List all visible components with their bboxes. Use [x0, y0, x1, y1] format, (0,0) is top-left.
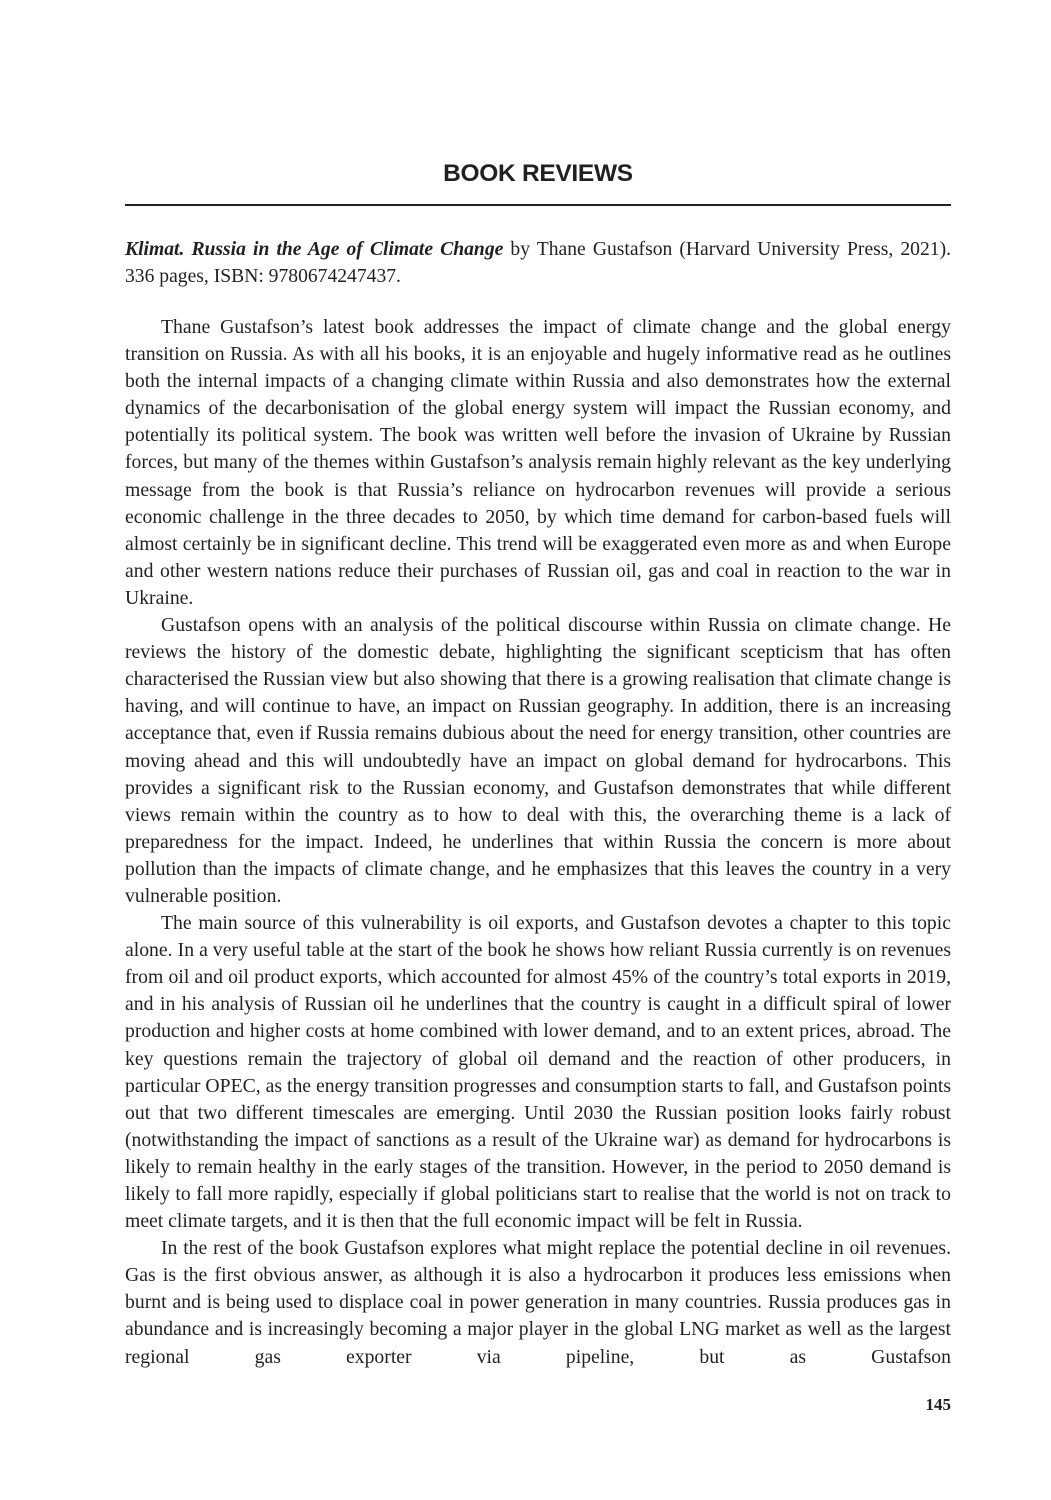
book-title: Klimat. Russia in the Age of Climate Change [125, 239, 504, 260]
section-title: BOOK REVIEWS [443, 160, 633, 187]
book-details: by Thane Gustafson (Harvard University Press, 2021). 336 pages, ISBN: 9780674247437. [125, 239, 951, 288]
page-number: 145 [925, 1395, 951, 1414]
review-body [125, 314, 951, 1371]
review-paragraph: Thane Gustafson’s latest book addresses the impact of climate change and the global energy transition on Russia. As with all his books, it is an enjoyable and hugely informative read as he outlines both the internal impacts of a changing climate within Russia and also demonstrates how the external dynamics of the decarbonisation of the global energy system will impact the Russian economy, and potentially its political system. The book was written well before the invasion of Ukraine by Russian forces, but many of the themes within Gustafson’s analysis remain highly relevant as the key underlying message from the book is that Russia’s reliance on hydrocarbon revenues will provide a serious economic challenge in the three decades to 2050, by which time demand for carbon-based fuels will almost certainly be in significant decline. This trend will be exaggerated even more as and when Europe and other western nations reduce their purchases of Russian oil, gas and coal in reaction to the war in Ukraine. [125, 316, 951, 609]
page [125, 0, 951, 1500]
book-citation [125, 236, 951, 291]
section-header [125, 156, 951, 206]
review-paragraph: The main source of this vulnerability is oil exports, and Gustafson devotes a chapter to this topic alone. In a very useful table at the start of the book he shows how reliant Russia currently is on revenues from oil and oil product exports, which accounted for almost 45% of the country’s total exports in 2019, and in his analysis of Russian oil he underlines that the country is caught in a difficult spiral of lower production and higher costs at home combined with lower demand, and to an extent prices, abroad. The key questions remain the trajectory of global oil demand and the reaction of other producers, in particular OPEC, as the energy transition progresses and consumption starts to fall, and Gustafson points out that two different timescales are emerging. Until 2030 the Russian position looks fairly robust (notwithstanding the impact of sanctions as a result of the Ukraine war) as demand for hydrocarbons is likely to remain healthy in the early stages of the transition. However, in the period to 2050 demand is likely to fall more rapidly, especially if global politicians start to realise that the world is not on track to meet climate targets, and it is then that the full economic impact will be felt in Russia. [125, 912, 951, 1233]
review-paragraph: Gustafson opens with an analysis of the political discourse within Russia on climate change. He reviews the history of the domestic debate, highlighting the significant scepticism that has often characterised the Russian view but also showing that there is a growing realisation that climate change is having, and will continue to have, an impact on Russian geography. In addition, there is an increasing acceptance that, even if Russia remains dubious about the need for energy transition, other countries are moving ahead and this will undoubtedly have an impact on global demand for hydrocarbons. This provides a significant risk to the Russian economy, and Gustafson demonstrates that while different views remain within the country as to how to deal with this, the overarching theme is a lack of preparedness for the impact. Indeed, he underlines that within Russia the concern is more about pollution than the impacts of climate change, and he emphasizes that this leaves the country in a very vulnerable position. [125, 614, 951, 907]
review-paragraph: In the rest of the book Gustafson explores what might replace the potential decline in oil revenues. Gas is the first obvious answer, as although it is also a hydrocarbon it produces less emissions when burnt and is being used to displace coal in power generation in many countries. Russia produces gas in abundance and is increasingly becoming a major player in the global LNG market as well as the largest regional gas exporter via pipeline, but as Gustafson [125, 1237, 951, 1368]
